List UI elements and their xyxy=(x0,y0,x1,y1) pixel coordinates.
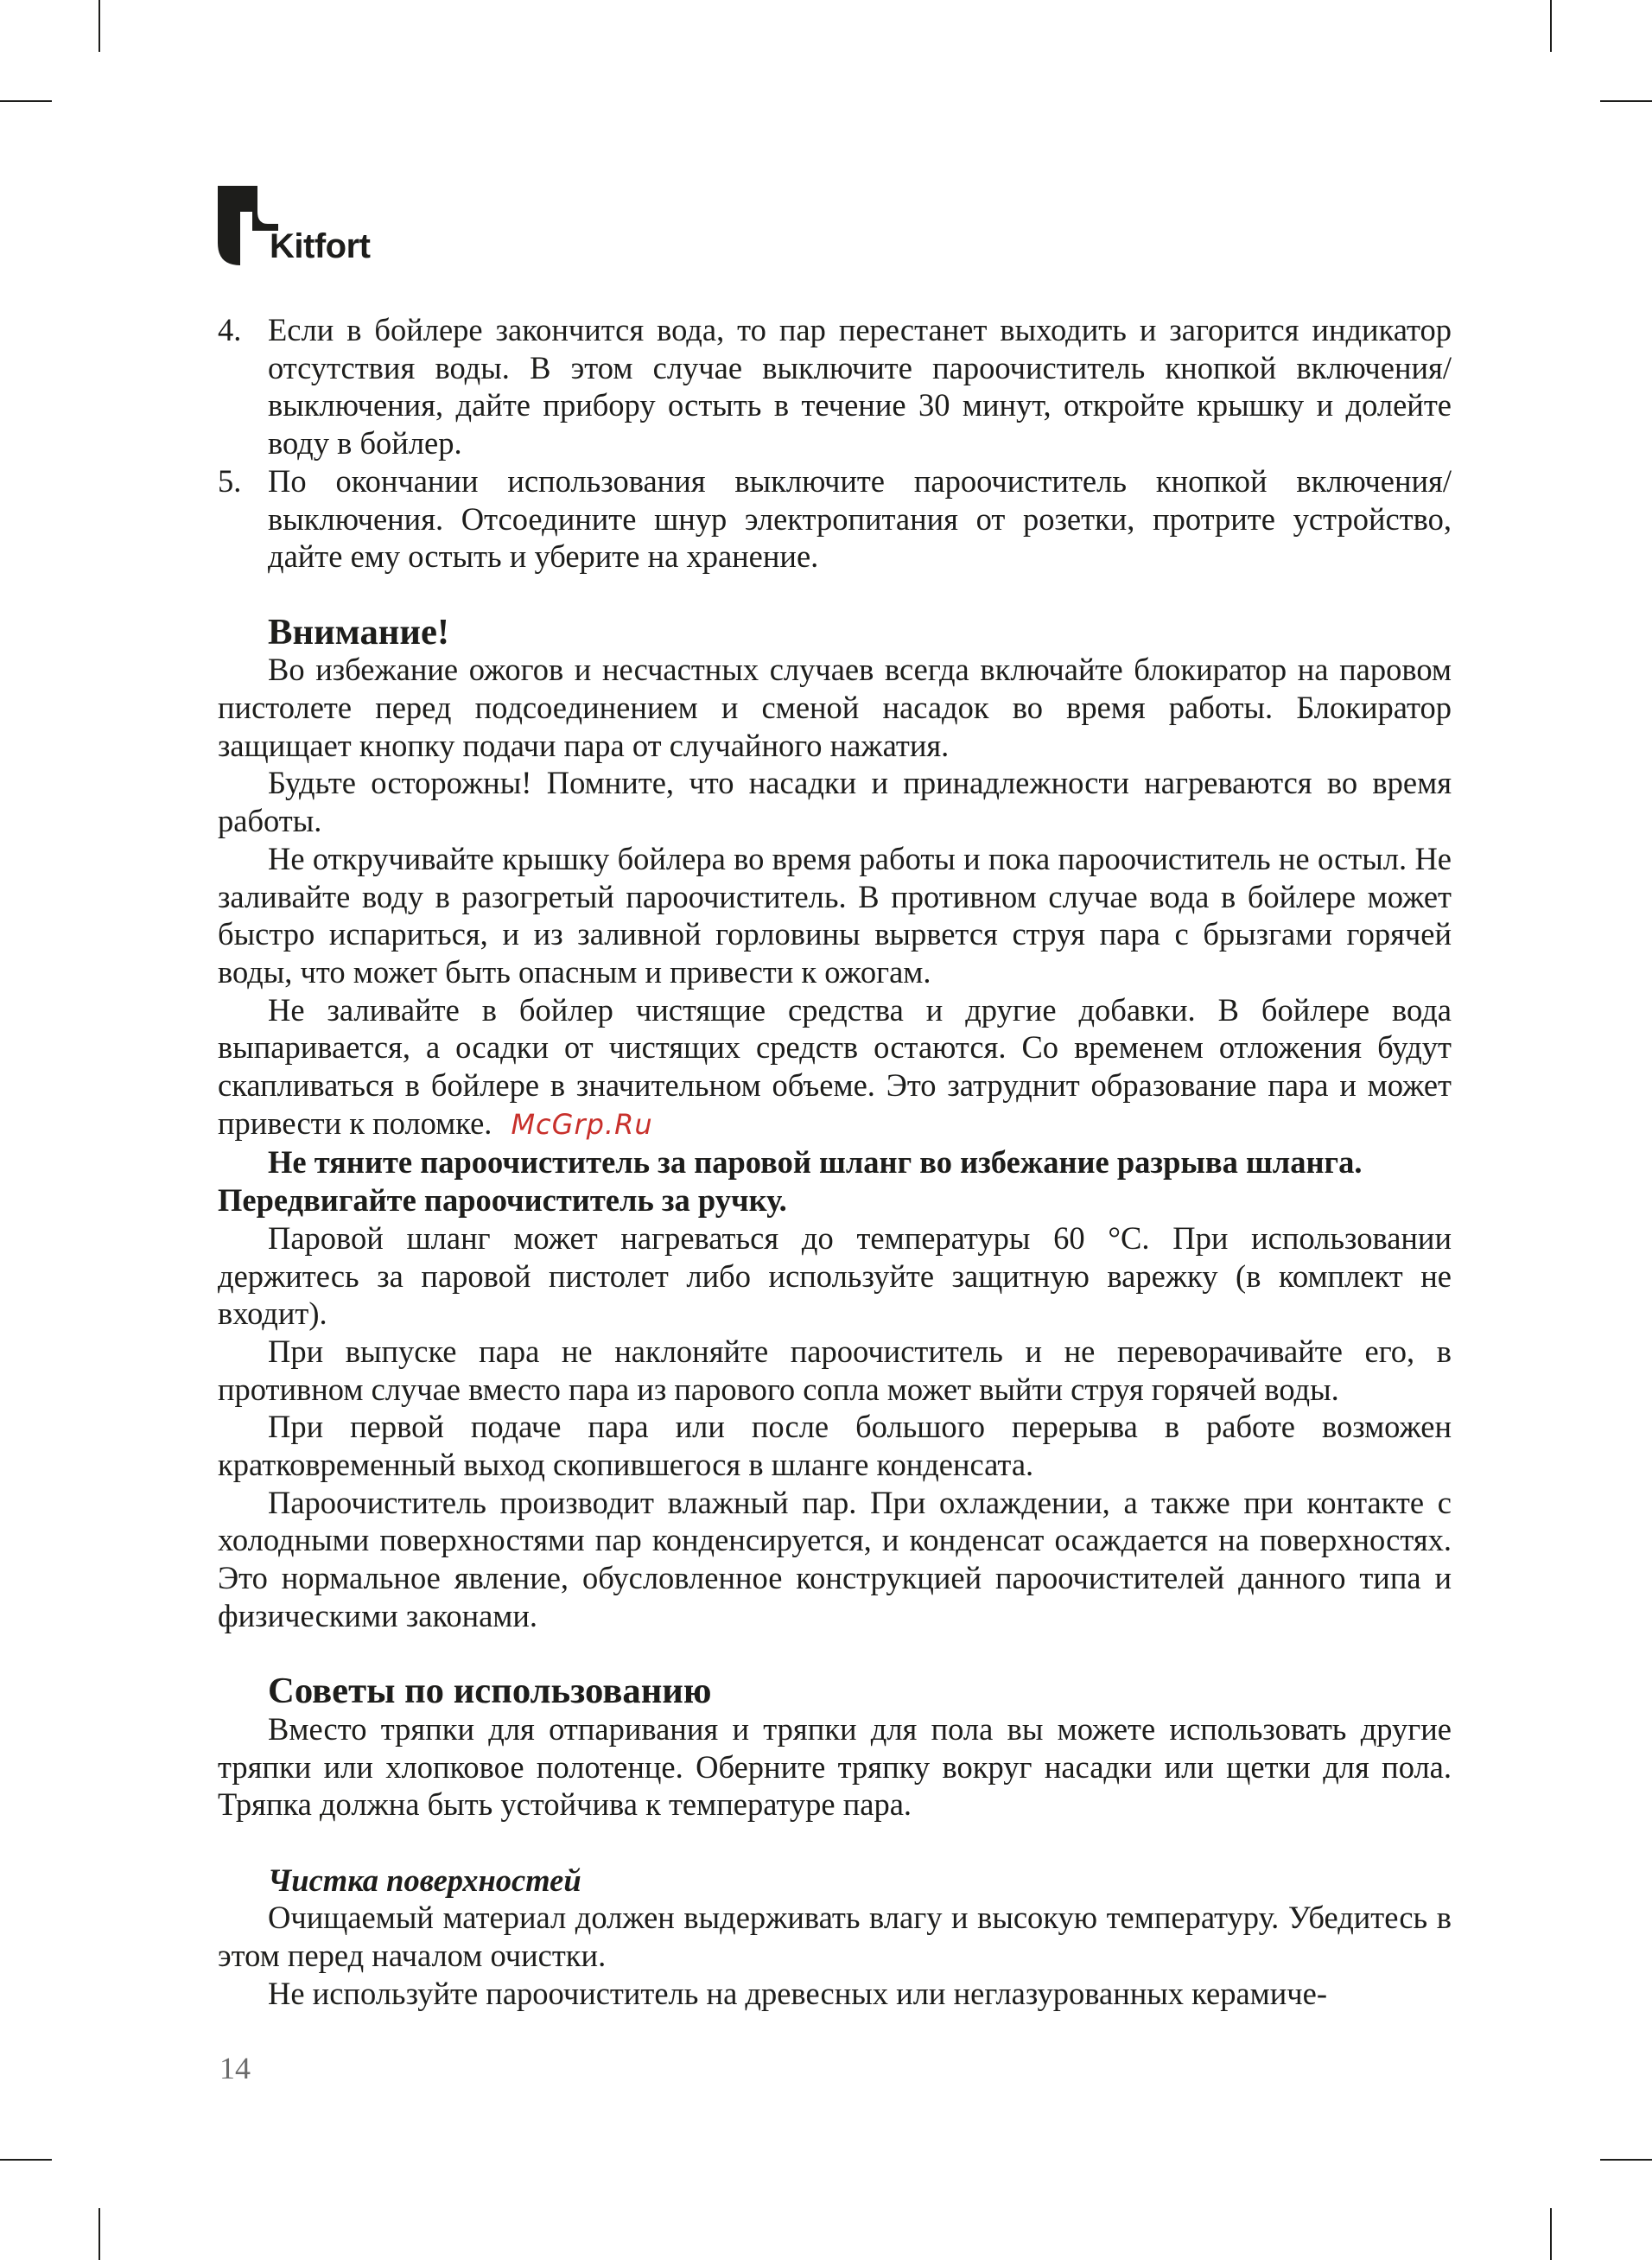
paragraph: Пароочиститель производит влажный пар. При охлаждении, а также при контакте с холодными поверхностями пар конденсируется, и конденсат осаждается на поверхностях. Это нормальное явление, обусловленное конструкцией пароочистителей данного типа и физическими законами. xyxy=(218,1484,1452,1633)
crop-mark-right-top xyxy=(1600,100,1652,102)
paragraph: Очищаемый материал должен выдерживать влагу и высокую температуру. Убедитесь в этом перед началом очистки. xyxy=(218,1900,1452,1974)
page-number: 14 xyxy=(219,2051,251,2085)
bold-warning-continued: Передвигайте пароочиститель за ручку. xyxy=(218,1182,787,1219)
paragraph: Паровой шланг может нагреваться до температуры 60 °С. При использовании держитесь за паровой пистолет либо используйте защитную варежку (в комплект не входит). xyxy=(218,1219,1452,1332)
spacer xyxy=(218,1824,1452,1862)
paragraph: Вместо тряпки для отпаривания и тряпки для пола вы можете использовать другие тряпки или хлопковое полотенце. Оберните тряпку вокруг насадки или щетки для пола. Тряпка должна быть устойчива к температуре пара. xyxy=(218,1710,1452,1823)
paragraph: Будьте осторожны! Помните, что насадки и принадлежности нагреваются во время работы. xyxy=(218,765,1452,839)
spacer xyxy=(218,1635,1452,1673)
list-item-number: 4. xyxy=(218,312,242,347)
paragraph xyxy=(218,991,1452,1144)
bold-warning: Не тяните пароочиститель за паровой шланг во избежание разрыва шланга. xyxy=(268,1144,1363,1181)
paragraph: При выпуске пара не наклоняйте пароочиститель и не переворачивайте его, в противном случае вместо пара из парового сопла может выйти струя горячей воды. xyxy=(218,1333,1452,1407)
crop-mark-bottom-right xyxy=(1550,2208,1552,2260)
surface-cleaning-heading: Чистка поверхностей xyxy=(268,1862,581,1898)
list-item xyxy=(218,462,1452,576)
steps-list xyxy=(218,311,1452,576)
paragraph: Во избежание ожогов и несчастных случаев всегда включайте блокиратор на паровом пистолете перед подсоединением и сменой насадок во время работы. Блокиратор защищает кнопку подачи пара от случайного нажатия. xyxy=(218,652,1452,763)
watermark: McGrp.Ru xyxy=(511,1107,653,1141)
page-content xyxy=(218,311,1452,2013)
crop-mark-top-right xyxy=(1550,0,1552,52)
attention-heading: Внимание! xyxy=(268,611,450,653)
crop-mark-right-bottom xyxy=(1600,2159,1652,2161)
crop-mark-left-top xyxy=(0,100,52,102)
list-item-text: Если в бойлере закончится вода, то пар перестанет выходить и загорится индикатор отсутствия воды. В этом случае выключите пароочиститель кнопкой включения/выключения, дайте прибору остыть в течение 30 минут, откройте крышку и долейте воду в бойлер. xyxy=(268,312,1452,462)
spacer xyxy=(218,576,1452,614)
paragraph-text: Не заливайте в бойлер чистящие средства и другие добавки. В бойлере вода выпаривается, а осадки от чистящих средств остаются. Со временем отложения будут скапливаться в бойлере в значительном объеме. Это затруднит образование пара и может привести к поломке. xyxy=(218,991,1452,1141)
brand-logo xyxy=(218,186,477,272)
crop-mark-top-left xyxy=(98,0,100,52)
tips-heading: Советы по использованию xyxy=(268,1671,712,1712)
paragraph: Не используйте пароочиститель на древесных или неглазурованных керамиче- xyxy=(268,1975,1327,2011)
list-item xyxy=(218,311,1452,462)
list-item-text: По окончании использования выключите пароочиститель кнопкой включения/выключения. Отсоедините шнур электропитания от розетки, протрите устройство, дайте ему остыть и уберите на хранение. xyxy=(268,462,1452,575)
crop-mark-left-bottom xyxy=(0,2159,52,2161)
list-item-number: 5. xyxy=(218,462,242,499)
crop-mark-bottom-left xyxy=(98,2208,100,2260)
brand-name: Kitfort xyxy=(270,227,371,265)
paragraph: Не откручивайте крышку бойлера во время работы и пока пароочиститель не остыл. Не заливайте воду в разогретый пароочиститель. В противном случае вода в бойлере может быстро испариться, и из заливной горловины вырвется струя пара с брызгами горячей воды, что может быть опасным и привести к ожогам. xyxy=(218,840,1452,990)
paragraph: При первой подаче пара или после большого перерыва в работе возможен кратковременный выход скопившегося в шланге конденсата. xyxy=(218,1409,1452,1483)
